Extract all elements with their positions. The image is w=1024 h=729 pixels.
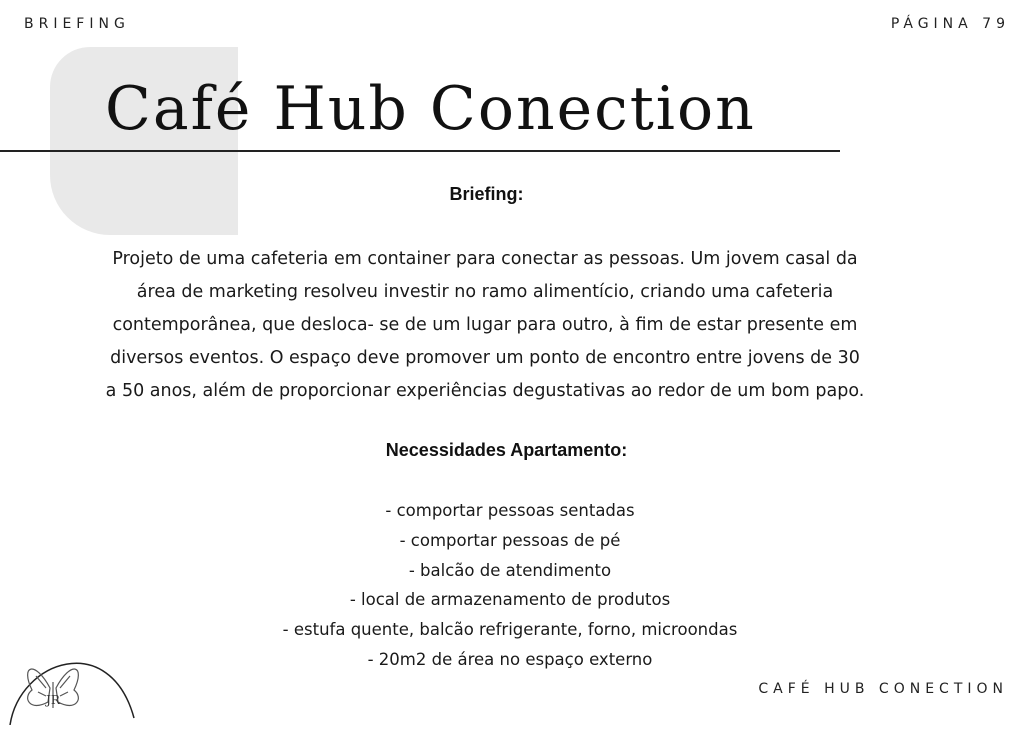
butterfly-icon bbox=[0, 640, 140, 725]
list-item: - 20m2 de área no espaço externo bbox=[367, 649, 653, 669]
needs-list bbox=[0, 496, 1020, 675]
page-number: PÁGINA 79 bbox=[890, 16, 1010, 32]
page-title: Café Hub Conection bbox=[105, 74, 756, 144]
title-divider bbox=[0, 150, 840, 152]
list-item: - estufa quente, balcão refrigerante, forno, microondas bbox=[282, 620, 738, 640]
list-item: - comportar pessoas sentadas bbox=[385, 501, 635, 520]
list-item: - local de armazenamento de produtos bbox=[349, 590, 671, 610]
briefing-line: contemporânea, que desloca- se de um lugar para outro, à fim de estar presente em bbox=[112, 315, 858, 335]
briefing-line: diversos eventos. O espaço deve promover um ponto de encontro entre jovens de 30 bbox=[110, 348, 860, 368]
briefing-line: a 50 anos, além de proporcionar experiências degustativas ao redor de um bom papo. bbox=[105, 381, 865, 401]
briefing-heading: Briefing: bbox=[449, 184, 524, 204]
needs-heading: Necessidades Apartamento: bbox=[385, 440, 628, 460]
list-item: - balcão de atendimento bbox=[408, 560, 612, 580]
footer-project-name: CAFÉ HUB CONECTION bbox=[758, 681, 1008, 697]
briefing-line: Projeto de uma cafeteria em container para conectar as pessoas. Um jovem casal da bbox=[112, 249, 858, 269]
briefing-line: área de marketing resolveu investir no ramo alimentício, criando uma cafeteria bbox=[136, 282, 834, 302]
logo bbox=[0, 640, 140, 725]
section-label: BRIEFING bbox=[24, 16, 130, 32]
briefing-paragraph bbox=[70, 243, 900, 408]
logo-monogram: JR bbox=[46, 693, 60, 707]
list-item: - comportar pessoas de pé bbox=[399, 530, 621, 550]
